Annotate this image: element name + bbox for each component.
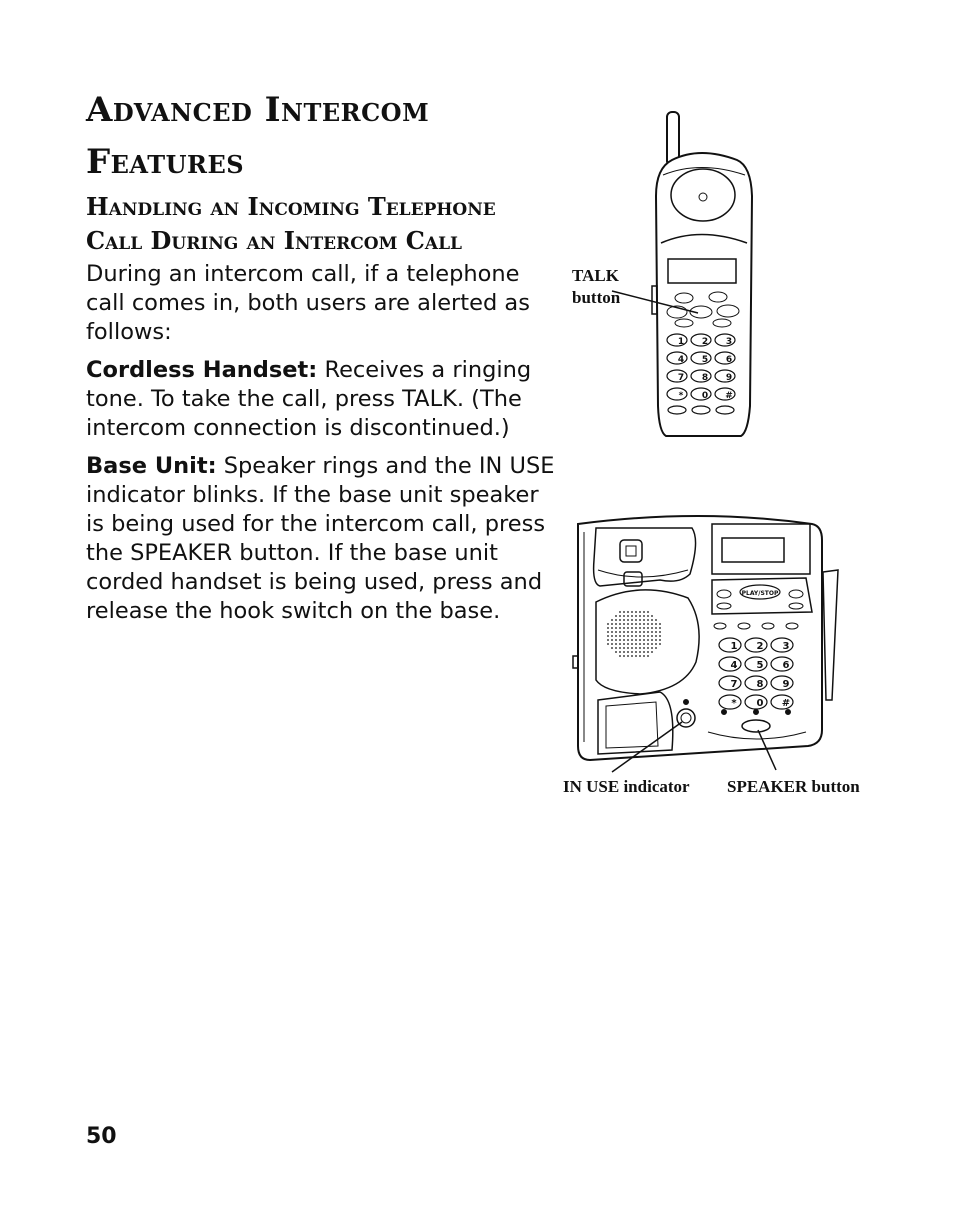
grille-hole (643, 655, 645, 657)
base-text: Speaker rings and the IN USE indicator blinks. If the base unit speaker is being used for the intercom call, press the SPEAKER button. If the base unit corded handset is being used, press and release the hook switch on the base. (86, 453, 555, 624)
grille-hole (647, 627, 649, 629)
intro-paragraph: During an intercom call, if a telephone call comes in, both users are alerted as follows: (86, 261, 530, 345)
grille-hole (627, 627, 629, 629)
grille-hole (635, 623, 637, 625)
grille-hole (615, 623, 617, 625)
grille-hole (655, 631, 657, 633)
grille-hole (643, 643, 645, 645)
handset-key-star: * (678, 391, 684, 401)
grille-hole (651, 623, 653, 625)
base-key-0: 0 (756, 698, 764, 709)
grille-hole (655, 623, 657, 625)
grille-hole (611, 643, 613, 645)
grille-hole (647, 615, 649, 617)
talk-callout-line-2: button (572, 288, 621, 307)
grille-hole (647, 619, 649, 621)
talk-callout-line-1: TALK (572, 266, 619, 285)
grille-hole (647, 643, 649, 645)
handset-key-0: 0 (701, 391, 709, 401)
grille-hole (631, 643, 633, 645)
grille-hole (631, 635, 633, 637)
grille-hole (635, 635, 637, 637)
grille-hole (623, 631, 625, 633)
grille-hole (655, 639, 657, 641)
grille-hole (635, 615, 637, 617)
base-key-8: 8 (756, 679, 764, 690)
speaker-button-callout: SPEAKER button (727, 777, 860, 796)
grille-hole (655, 647, 657, 649)
grille-hole (627, 631, 629, 633)
grille-hole (619, 651, 621, 653)
grille-hole (643, 635, 645, 637)
grille-hole (651, 647, 653, 649)
grille-hole (659, 623, 661, 625)
handset-key-hash: # (725, 391, 733, 401)
handset-key-3: 3 (725, 337, 733, 347)
grille-hole (623, 627, 625, 629)
grille-hole (623, 643, 625, 645)
grille-hole (615, 627, 617, 629)
grille-hole (659, 639, 661, 641)
grille-hole (659, 643, 661, 645)
grille-hole (639, 647, 641, 649)
grille-hole (643, 639, 645, 641)
grille-hole (631, 639, 633, 641)
handset-label: Cordless Handset: (86, 357, 318, 383)
grille-hole (643, 651, 645, 653)
grille-hole (655, 627, 657, 629)
grille-hole (623, 611, 625, 613)
grille-hole (631, 627, 633, 629)
grille-hole (655, 619, 657, 621)
handset-key-5: 5 (701, 355, 709, 365)
page-number: 50 (86, 1124, 117, 1149)
grille-hole (611, 619, 613, 621)
grille-hole (643, 611, 645, 613)
grille-hole (611, 627, 613, 629)
grille-hole (639, 639, 641, 641)
grille-hole (639, 619, 641, 621)
grille-hole (647, 655, 649, 657)
grille-hole (647, 639, 649, 641)
grille-hole (631, 655, 633, 657)
grille-hole (635, 643, 637, 645)
grille-hole (619, 631, 621, 633)
grille-hole (651, 639, 653, 641)
subtitle-line-1: Handling an Incoming Telephone (86, 192, 496, 221)
base-key-5: 5 (756, 660, 764, 671)
grille-hole (615, 619, 617, 621)
grille-hole (651, 631, 653, 633)
grille-hole (639, 651, 641, 653)
grille-hole (639, 655, 641, 657)
grille-hole (611, 639, 613, 641)
grille-hole (619, 611, 621, 613)
base-label: Base Unit: (86, 453, 217, 479)
grille-hole (643, 619, 645, 621)
grille-hole (631, 631, 633, 633)
base-key-3: 3 (782, 641, 790, 652)
grille-hole (651, 651, 653, 653)
grille-hole (651, 627, 653, 629)
title-line-2: Features (86, 142, 245, 182)
base-play-stop-label: PLAY/STOP (741, 590, 779, 597)
grille-hole (631, 651, 633, 653)
grille-hole (623, 655, 625, 657)
grille-hole (623, 651, 625, 653)
grille-hole (615, 651, 617, 653)
grille-hole (647, 647, 649, 649)
grille-hole (615, 631, 617, 633)
grille-hole (607, 623, 609, 625)
grille-hole (631, 611, 633, 613)
handset-key-6: 6 (725, 355, 733, 365)
grille-hole (639, 623, 641, 625)
grille-hole (635, 631, 637, 633)
grille-hole (607, 627, 609, 629)
base-key-1: 1 (730, 641, 738, 652)
grille-hole (631, 623, 633, 625)
grille-hole (623, 619, 625, 621)
grille-hole (619, 619, 621, 621)
grille-hole (639, 615, 641, 617)
handset-key-8: 8 (701, 373, 709, 383)
grille-hole (643, 631, 645, 633)
base-key-star: * (731, 698, 737, 709)
grille-hole (627, 615, 629, 617)
base-unit-image (573, 516, 838, 760)
grille-hole (627, 639, 629, 641)
grille-hole (611, 623, 613, 625)
grille-hole (631, 647, 633, 649)
grille-hole (619, 643, 621, 645)
grille-hole (639, 631, 641, 633)
grille-hole (627, 623, 629, 625)
grille-hole (611, 631, 613, 633)
title-line-1: Advanced Intercom (86, 90, 430, 130)
grille-hole (627, 619, 629, 621)
grille-hole (655, 635, 657, 637)
grille-hole (639, 635, 641, 637)
grille-hole (635, 647, 637, 649)
in-use-indicator-callout: IN USE indicator (563, 777, 690, 796)
grille-hole (619, 635, 621, 637)
grille-hole (627, 655, 629, 657)
grille-hole (619, 639, 621, 641)
grille-hole (623, 623, 625, 625)
grille-hole (655, 643, 657, 645)
grille-hole (635, 611, 637, 613)
grille-hole (659, 627, 661, 629)
grille-hole (639, 627, 641, 629)
grille-hole (635, 619, 637, 621)
grille-hole (651, 643, 653, 645)
grille-hole (651, 615, 653, 617)
grille-hole (615, 639, 617, 641)
grille-hole (619, 623, 621, 625)
grille-hole (651, 619, 653, 621)
grille-hole (631, 615, 633, 617)
grille-hole (635, 639, 637, 641)
grille-hole (635, 627, 637, 629)
grille-hole (659, 631, 661, 633)
grille-hole (607, 643, 609, 645)
grille-hole (643, 615, 645, 617)
grille-hole (627, 611, 629, 613)
grille-hole (615, 615, 617, 617)
handset-key-1: 1 (677, 337, 685, 347)
grille-hole (619, 627, 621, 629)
grille-hole (639, 643, 641, 645)
base-key-6: 6 (782, 660, 790, 671)
grille-hole (635, 651, 637, 653)
handset-key-7: 7 (677, 373, 685, 383)
grille-hole (647, 635, 649, 637)
grille-hole (611, 647, 613, 649)
grille-hole (623, 639, 625, 641)
base-key-7: 7 (730, 679, 738, 690)
grille-hole (643, 647, 645, 649)
grille-hole (643, 627, 645, 629)
grille-hole (619, 615, 621, 617)
base-key-9: 9 (782, 679, 790, 690)
grille-hole (627, 647, 629, 649)
grille-hole (615, 647, 617, 649)
base-key-2: 2 (756, 641, 764, 652)
handset-text: Receives a ringing tone. To take the call, press TALK. (The intercom connection is discontinued.) (86, 357, 532, 441)
talk-button-callout (572, 265, 620, 309)
grille-hole (623, 647, 625, 649)
handset-key-4: 4 (677, 355, 685, 365)
grille-hole (639, 611, 641, 613)
grille-hole (623, 635, 625, 637)
grille-hole (607, 631, 609, 633)
grille-hole (607, 639, 609, 641)
grille-hole (619, 647, 621, 649)
grille-hole (623, 615, 625, 617)
grille-hole (651, 635, 653, 637)
grille-hole (647, 623, 649, 625)
base-key-4: 4 (730, 660, 738, 671)
grille-hole (627, 635, 629, 637)
grille-hole (615, 635, 617, 637)
grille-hole (615, 643, 617, 645)
grille-hole (627, 643, 629, 645)
grille-hole (619, 655, 621, 657)
base-key-hash: # (781, 698, 791, 709)
grille-hole (643, 623, 645, 625)
grille-hole (631, 619, 633, 621)
grille-hole (627, 651, 629, 653)
grille-hole (647, 631, 649, 633)
grille-hole (635, 655, 637, 657)
grille-hole (607, 635, 609, 637)
handset-key-9: 9 (725, 373, 733, 383)
handset-key-2: 2 (701, 337, 709, 347)
grille-hole (647, 651, 649, 653)
grille-hole (647, 611, 649, 613)
cordless-handset-image (652, 112, 752, 436)
grille-hole (659, 635, 661, 637)
subtitle-line-2: Call During an Intercom Call (86, 226, 462, 255)
grille-hole (611, 635, 613, 637)
